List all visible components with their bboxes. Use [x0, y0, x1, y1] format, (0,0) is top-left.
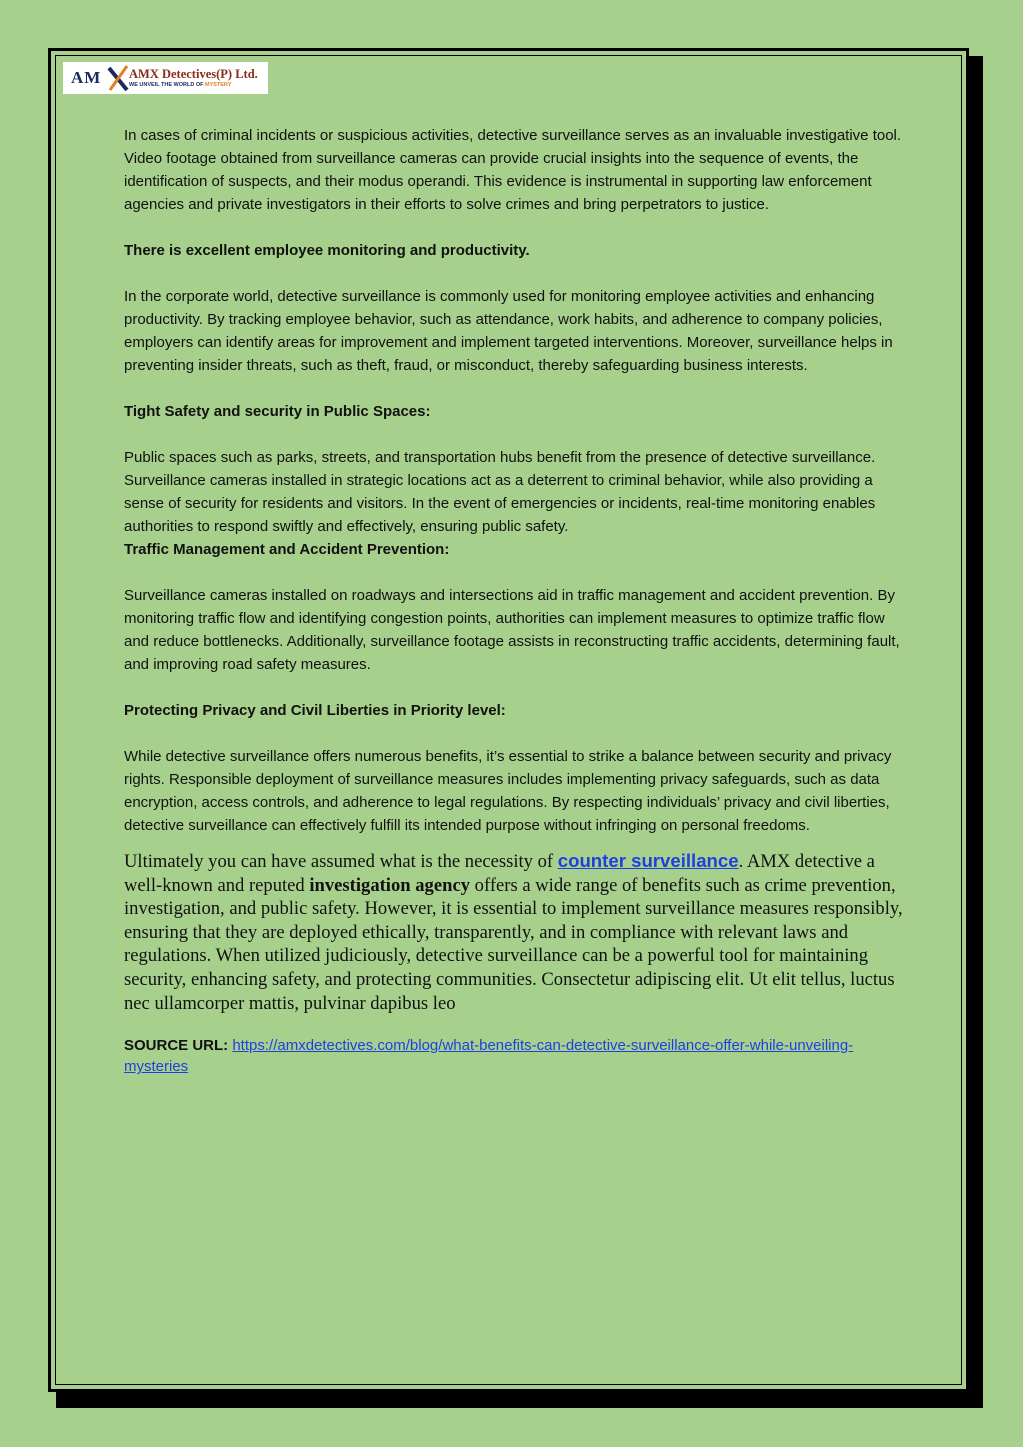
- counter-surveillance-link[interactable]: counter surveillance: [557, 850, 739, 871]
- conclusion-paragraph: [124, 849, 904, 1015]
- logo-x-icon: [107, 64, 129, 92]
- logo-tagline: [129, 83, 258, 89]
- section-heading: Tight Safety and security in Public Spaces:: [124, 403, 431, 420]
- investigation-agency-text: investigation agency: [309, 874, 471, 896]
- logo-company-name: AMX Detectives(P) Ltd.: [129, 67, 258, 81]
- section-paragraph: Public spaces such as parks, streets, and transportation hubs benefit from the presence of detective surveillance. Surveillance cameras installed in strategic locations act as a deterrent to criminal behavior, while also providing a sense of security for residents and visitors. In the event of emergencies or incidents, real-time monitoring enables authorities to respond swiftly and effectively, ensuring public safety.: [124, 449, 876, 535]
- company-logo: [63, 62, 268, 94]
- article-body: [124, 124, 904, 1077]
- conclusion-mid: . AMX detective a well-known and reputed: [124, 851, 875, 896]
- section-heading: Protecting Privacy and Civil Liberties in Priority level:: [124, 702, 506, 719]
- conclusion-lead: Ultimately you can have assumed what is the necessity of: [124, 851, 558, 872]
- source-line: [124, 1035, 904, 1077]
- section-paragraph: While detective surveillance offers numerous benefits, it’s essential to strike a balance between security and privacy rights. Responsible deployment of surveillance measures includes implementing privacy safeguards, such as data encryption, access controls, and adherence to legal regulations. By respecting individuals’ privacy and civil liberties, detective surveillance can effectively fulfill its intended purpose without infringing on personal freedoms.: [124, 748, 892, 834]
- source-url-link[interactable]: https://amxdetectives.com/blog/what-benefits-can-detective-surveillance-offer-while-unveiling-mysteries: [124, 1037, 854, 1076]
- logo-tagline-accent: MYSTERY: [204, 81, 232, 88]
- logo-mark: [63, 62, 129, 94]
- section-heading: Traffic Management and Accident Prevention:: [124, 541, 450, 558]
- logo-tagline-main: WE UNVEIL THE WORLD OF: [129, 81, 204, 88]
- intro-paragraph: In cases of criminal incidents or suspicious activities, detective surveillance serves as an invaluable investigative tool. Video footage obtained from surveillance cameras can provide crucial insights into the sequence of events, the identification of suspects, and their modus operandi. This evidence is instrumental in supporting law enforcement agencies and private investigators in their efforts to solve crimes and bring perpetrators to justice.: [124, 127, 902, 213]
- source-label: SOURCE URL:: [124, 1037, 229, 1055]
- logo-mark-text: AM: [71, 68, 102, 87]
- section-paragraph: In the corporate world, detective surveillance is commonly used for monitoring employee activities and enhancing productivity. By tracking employee behavior, such as attendance, work habits, and adherence to company policies, employers can identify areas for improvement and implement targeted interventions. Moreover, surveillance helps in preventing insider threats, such as theft, fraud, or misconduct, thereby safeguarding business interests.: [124, 288, 893, 374]
- logo-text: [129, 68, 258, 88]
- conclusion-tail: offers a wide range of benefits such as crime prevention, investigation, and public safety. However, it is essential to implement surveillance measures responsibly, ensuring that they are deployed ethically, transparently, and in compliance with relevant laws and regulations. When utilized judiciously, detective surveillance can be a powerful tool for maintaining security, enhancing safety, and protecting communities. Consectetur adipiscing elit. Ut elit tellus, luctus nec ullamcorper mattis, pulvinar dapibus leo: [124, 874, 903, 1014]
- section-paragraph: Surveillance cameras installed on roadways and intersections aid in traffic management and accident prevention. By monitoring traffic flow and identifying congestion points, authorities can implement measures to optimize traffic flow and reduce bottlenecks. Additionally, surveillance footage assists in reconstructing traffic accidents, determining fault, and improving road safety measures.: [124, 587, 900, 673]
- section-heading: There is excellent employee monitoring and productivity.: [124, 242, 530, 259]
